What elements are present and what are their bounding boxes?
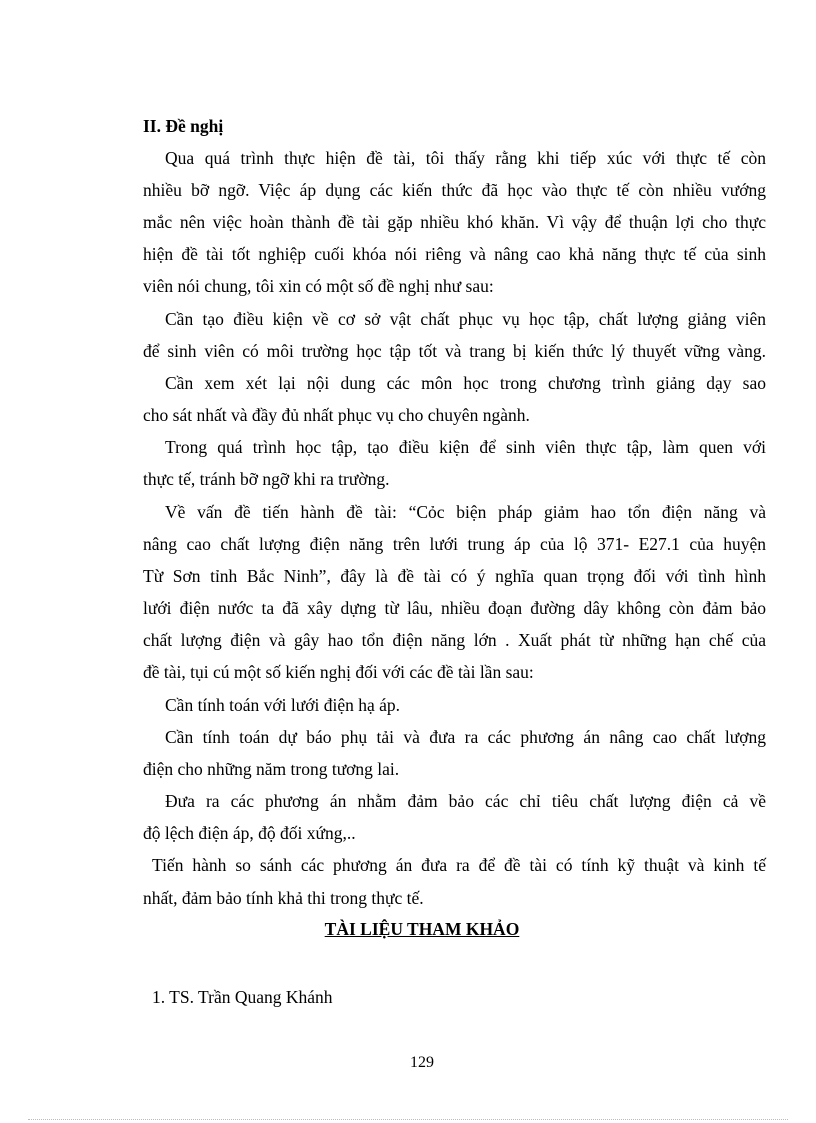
section-heading: II. Đề nghị: [143, 116, 224, 136]
page-border-dotted: [28, 1119, 788, 1120]
text-line: Qua quá trình thực hiện đề tài, tôi thấy rằng khi tiếp xúc với thực tế còn: [165, 148, 766, 168]
text-line: Trong quá trình học tập, tạo điều kiện để sinh viên thực tập, làm quen với: [165, 437, 766, 457]
text-line: để sinh viên có môi trường học tập tốt và trang bị kiến thức lý thuyết vững vàng.: [143, 341, 766, 361]
text-line: nhiều bỡ ngỡ. Việc áp dụng các kiến thức đã học vào thực tế còn nhiều vướng: [143, 180, 766, 200]
text-line: độ lệch điện áp, độ đối xứng,..: [143, 823, 356, 843]
text-line: đề tài, tụi cú một số kiến nghị đối với các đề tài lần sau:: [143, 662, 534, 682]
text-line: nâng cao chất lượng điện năng trên lưới trung áp của lộ 371- E27.1 của huyện: [143, 534, 766, 554]
text-line: Tiến hành so sánh các phương án đưa ra để đề tài có tính kỹ thuật và kinh tế: [152, 855, 766, 875]
text-line: Từ Sơn tỉnh Bắc Ninh”, đây là đề tài có ý nghĩa quan trọng đối với tình hình: [143, 566, 766, 586]
text-line: hiện đề tài tốt nghiệp cuối khóa nói riêng và nâng cao khả năng thực tế của sinh: [143, 244, 766, 264]
text-line: Cần tính toán với lưới điện hạ áp.: [165, 695, 401, 715]
text-line: Về vấn đề tiến hành đề tài: “Cỏc biện pháp giảm hao tổn điện năng và: [165, 502, 766, 522]
text-line: Cần tạo điều kiện về cơ sở vật chất phục vụ học tập, chất lượng giảng viên: [165, 309, 766, 329]
text-line: Cần xem xét lại nội dung các môn học trong chương trình giảng dạy sao: [165, 373, 766, 393]
text-line: cho sát nhất và đầy đủ nhất phục vụ cho chuyên ngành.: [143, 405, 530, 425]
text-line: mắc nên việc hoàn thành đề tài gặp nhiều khó khăn. Vì vậy để thuận lợi cho thực: [143, 212, 766, 232]
text-line: Cần tính toán dự báo phụ tải và đưa ra các phương án nâng cao chất lượng: [165, 727, 766, 747]
page-number: 129: [410, 1054, 434, 1071]
text-line: chất lượng điện và gây hao tổn điện năng lớn . Xuất phát từ những hạn chế của: [143, 630, 766, 650]
text-line: thực tế, tránh bỡ ngỡ khi ra trường.: [143, 469, 390, 489]
text-line: lưới điện nước ta đã xây dựng từ lâu, nhiều đoạn đường dây không còn đảm bảo: [143, 598, 766, 618]
text-line: viên nói chung, tôi xin có một số đề nghị như sau:: [143, 276, 494, 296]
reference-item: 1. TS. Trần Quang Khánh: [152, 987, 333, 1007]
text-line: nhất, đảm bảo tính khả thi trong thực tế.: [143, 888, 424, 908]
references-title: TÀI LIỆU THAM KHẢO: [324, 919, 520, 939]
text-line: Đưa ra các phương án nhằm đảm bảo các chỉ tiêu chất lượng điện cả về: [165, 791, 766, 811]
text-line: điện cho những năm trong tương lai.: [143, 759, 400, 779]
